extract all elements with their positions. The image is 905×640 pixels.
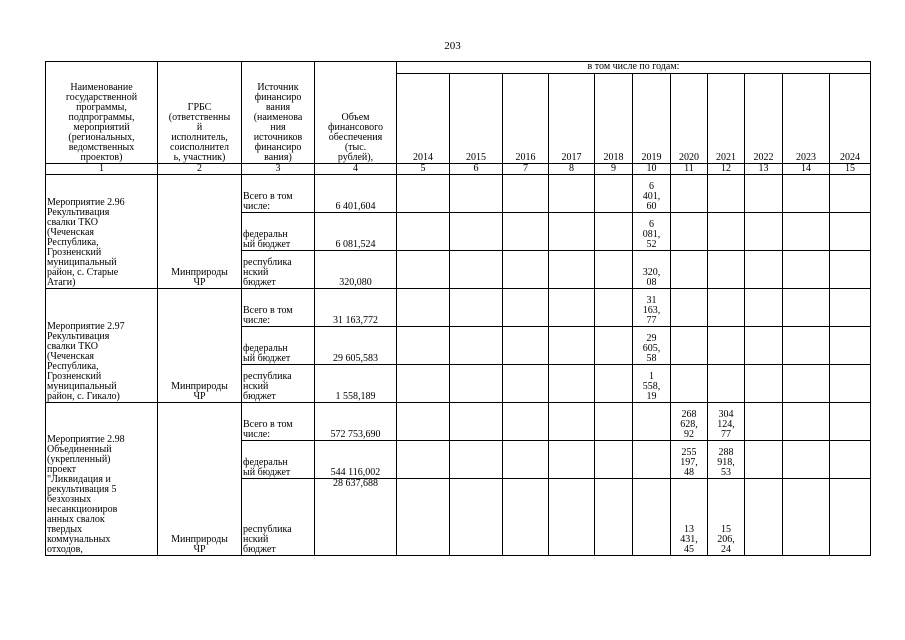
year-value-2017 bbox=[549, 289, 595, 327]
year-value-2017 bbox=[549, 213, 595, 251]
year-value-2014 bbox=[397, 441, 450, 479]
year-value-2024 bbox=[830, 289, 871, 327]
year-value-2023 bbox=[783, 403, 830, 441]
header-year: 2024 bbox=[830, 74, 871, 164]
header-grbs: ГРБС (ответственны й исполнитель, соисполнител ь, участник) bbox=[158, 62, 242, 164]
year-value-2016 bbox=[503, 251, 549, 289]
year-value-2022 bbox=[745, 479, 783, 556]
year-value-2018 bbox=[595, 365, 633, 403]
header-year: 2016 bbox=[503, 74, 549, 164]
header-year: 2019 bbox=[633, 74, 671, 164]
funding-source: федеральн ый бюджет bbox=[242, 327, 315, 365]
year-value-2022 bbox=[745, 441, 783, 479]
column-number: 6 bbox=[450, 164, 503, 175]
header-year: 2015 bbox=[450, 74, 503, 164]
funding-total: 544 116,002 bbox=[315, 441, 397, 479]
funding-total: 1 558,189 bbox=[315, 365, 397, 403]
year-value-2023 bbox=[783, 251, 830, 289]
year-value-2020 bbox=[671, 365, 708, 403]
funding-total: 320,080 bbox=[315, 251, 397, 289]
header-year: 2020 bbox=[671, 74, 708, 164]
year-value-2023 bbox=[783, 441, 830, 479]
year-value-2014 bbox=[397, 175, 450, 213]
measure-grbs: Минприроды ЧР bbox=[158, 403, 242, 556]
year-value-2020 bbox=[671, 289, 708, 327]
header-year: 2021 bbox=[708, 74, 745, 164]
year-value-2015 bbox=[450, 251, 503, 289]
year-value-2015 bbox=[450, 403, 503, 441]
year-value-2022 bbox=[745, 289, 783, 327]
year-value-2020 bbox=[671, 175, 708, 213]
year-value-2015 bbox=[450, 479, 503, 556]
measure-name: Мероприятие 2.97 Рекультивация свалки ТКО (Чеченская Республика, Грозненский муниципальный район, с. Гикало) bbox=[46, 289, 158, 403]
year-value-2024 bbox=[830, 403, 871, 441]
year-value-2024 bbox=[830, 175, 871, 213]
funding-source: республика нский бюджет bbox=[242, 365, 315, 403]
year-value-2015 bbox=[450, 327, 503, 365]
year-value-2019: 29 605, 58 bbox=[633, 327, 671, 365]
year-value-2020: 13 431, 45 bbox=[671, 479, 708, 556]
table-row bbox=[46, 403, 871, 441]
year-value-2014 bbox=[397, 479, 450, 556]
funding-total: 31 163,772 bbox=[315, 289, 397, 327]
year-value-2019: 6 081, 52 bbox=[633, 213, 671, 251]
year-value-2018 bbox=[595, 327, 633, 365]
financing-table bbox=[45, 61, 871, 556]
header-year: 2023 bbox=[783, 74, 830, 164]
measure-grbs: Минприроды ЧР bbox=[158, 289, 242, 403]
year-value-2024 bbox=[830, 441, 871, 479]
column-number: 7 bbox=[503, 164, 549, 175]
header-years-group: в том числе по годам: bbox=[397, 62, 871, 74]
year-value-2021 bbox=[708, 327, 745, 365]
funding-total: 572 753,690 bbox=[315, 403, 397, 441]
funding-source: федеральн ый бюджет bbox=[242, 441, 315, 479]
year-value-2022 bbox=[745, 213, 783, 251]
year-value-2016 bbox=[503, 175, 549, 213]
measure-name: Мероприятие 2.96 Рекультивация свалки ТКО (Чеченская Республика, Грозненский муниципальный район, с. Старые Атаги) bbox=[46, 175, 158, 289]
header-year: 2014 bbox=[397, 74, 450, 164]
year-value-2015 bbox=[450, 213, 503, 251]
year-value-2018 bbox=[595, 403, 633, 441]
year-value-2016 bbox=[503, 289, 549, 327]
column-number: 9 bbox=[595, 164, 633, 175]
year-value-2014 bbox=[397, 213, 450, 251]
year-value-2019: 31 163, 77 bbox=[633, 289, 671, 327]
year-value-2023 bbox=[783, 365, 830, 403]
year-value-2016 bbox=[503, 327, 549, 365]
year-value-2014 bbox=[397, 289, 450, 327]
year-value-2015 bbox=[450, 175, 503, 213]
funding-source: республика нский бюджет bbox=[242, 479, 315, 556]
year-value-2023 bbox=[783, 289, 830, 327]
column-number: 4 bbox=[315, 164, 397, 175]
funding-total: 28 637,688 bbox=[315, 479, 397, 556]
measure-name: Мероприятие 2.98 Объединенный (укрепленный) проект "Ликвидация и рекультивация 5 безхозных несанкциониров анных свалок твердых коммунальных отходов, bbox=[46, 403, 158, 556]
year-value-2018 bbox=[595, 289, 633, 327]
year-value-2024 bbox=[830, 213, 871, 251]
year-value-2023 bbox=[783, 327, 830, 365]
year-value-2014 bbox=[397, 365, 450, 403]
year-value-2021 bbox=[708, 365, 745, 403]
year-value-2019 bbox=[633, 441, 671, 479]
table-row bbox=[46, 289, 871, 327]
column-number: 5 bbox=[397, 164, 450, 175]
year-value-2018 bbox=[595, 213, 633, 251]
header-program-name: Наименование государственной программы, подпрограммы, мероприятий (региональных, ведомственных проектов) bbox=[46, 62, 158, 164]
year-value-2020 bbox=[671, 251, 708, 289]
column-number: 3 bbox=[242, 164, 315, 175]
year-value-2017 bbox=[549, 251, 595, 289]
funding-total: 6 401,604 bbox=[315, 175, 397, 213]
year-value-2020 bbox=[671, 327, 708, 365]
column-number: 13 bbox=[745, 164, 783, 175]
year-value-2023 bbox=[783, 479, 830, 556]
funding-source: Всего в том числе: bbox=[242, 289, 315, 327]
year-value-2021 bbox=[708, 251, 745, 289]
header-year: 2022 bbox=[745, 74, 783, 164]
funding-total: 29 605,583 bbox=[315, 327, 397, 365]
year-value-2017 bbox=[549, 403, 595, 441]
year-value-2016 bbox=[503, 365, 549, 403]
year-value-2017 bbox=[549, 327, 595, 365]
column-number: 15 bbox=[830, 164, 871, 175]
year-value-2018 bbox=[595, 175, 633, 213]
year-value-2024 bbox=[830, 251, 871, 289]
column-number: 11 bbox=[671, 164, 708, 175]
funding-source: Всего в том числе: bbox=[242, 403, 315, 441]
year-value-2019: 320, 08 bbox=[633, 251, 671, 289]
year-value-2016 bbox=[503, 441, 549, 479]
year-value-2022 bbox=[745, 327, 783, 365]
column-number: 2 bbox=[158, 164, 242, 175]
funding-total: 6 081,524 bbox=[315, 213, 397, 251]
column-number: 14 bbox=[783, 164, 830, 175]
year-value-2020: 268 628, 92 bbox=[671, 403, 708, 441]
year-value-2018 bbox=[595, 251, 633, 289]
table-row bbox=[46, 175, 871, 213]
column-number: 8 bbox=[549, 164, 595, 175]
column-number: 10 bbox=[633, 164, 671, 175]
year-value-2019: 6 401, 60 bbox=[633, 175, 671, 213]
header-year: 2017 bbox=[549, 74, 595, 164]
year-value-2021: 288 918, 53 bbox=[708, 441, 745, 479]
year-value-2022 bbox=[745, 175, 783, 213]
year-value-2019: 1 558, 19 bbox=[633, 365, 671, 403]
year-value-2024 bbox=[830, 365, 871, 403]
year-value-2017 bbox=[549, 365, 595, 403]
year-value-2024 bbox=[830, 327, 871, 365]
year-value-2014 bbox=[397, 251, 450, 289]
page-number: 203 bbox=[444, 40, 461, 52]
year-value-2017 bbox=[549, 175, 595, 213]
year-value-2021: 304 124, 77 bbox=[708, 403, 745, 441]
year-value-2015 bbox=[450, 441, 503, 479]
column-number: 12 bbox=[708, 164, 745, 175]
header-year: 2018 bbox=[595, 74, 633, 164]
year-value-2022 bbox=[745, 403, 783, 441]
measure-grbs: Минприроды ЧР bbox=[158, 175, 242, 289]
year-value-2023 bbox=[783, 175, 830, 213]
year-value-2016 bbox=[503, 403, 549, 441]
year-value-2021 bbox=[708, 175, 745, 213]
year-value-2023 bbox=[783, 213, 830, 251]
header-source: Источник финансиро вания (наименова ния источников финансиро вания) bbox=[242, 62, 315, 164]
year-value-2016 bbox=[503, 213, 549, 251]
year-value-2021 bbox=[708, 289, 745, 327]
year-value-2018 bbox=[595, 479, 633, 556]
funding-source: Всего в том числе: bbox=[242, 175, 315, 213]
year-value-2020: 255 197, 48 bbox=[671, 441, 708, 479]
year-value-2014 bbox=[397, 403, 450, 441]
year-value-2022 bbox=[745, 251, 783, 289]
year-value-2024 bbox=[830, 479, 871, 556]
year-value-2022 bbox=[745, 365, 783, 403]
funding-source: республика нский бюджет bbox=[242, 251, 315, 289]
year-value-2019 bbox=[633, 403, 671, 441]
year-value-2015 bbox=[450, 365, 503, 403]
header-volume: Объем финансового обеспечения (тыс. рублей), bbox=[315, 62, 397, 164]
column-number: 1 bbox=[46, 164, 158, 175]
year-value-2017 bbox=[549, 479, 595, 556]
year-value-2018 bbox=[595, 441, 633, 479]
year-value-2016 bbox=[503, 479, 549, 556]
year-value-2020 bbox=[671, 213, 708, 251]
year-value-2017 bbox=[549, 441, 595, 479]
year-value-2014 bbox=[397, 327, 450, 365]
year-value-2021 bbox=[708, 213, 745, 251]
year-value-2021: 15 206, 24 bbox=[708, 479, 745, 556]
year-value-2019 bbox=[633, 479, 671, 556]
year-value-2015 bbox=[450, 289, 503, 327]
funding-source: федеральн ый бюджет bbox=[242, 213, 315, 251]
